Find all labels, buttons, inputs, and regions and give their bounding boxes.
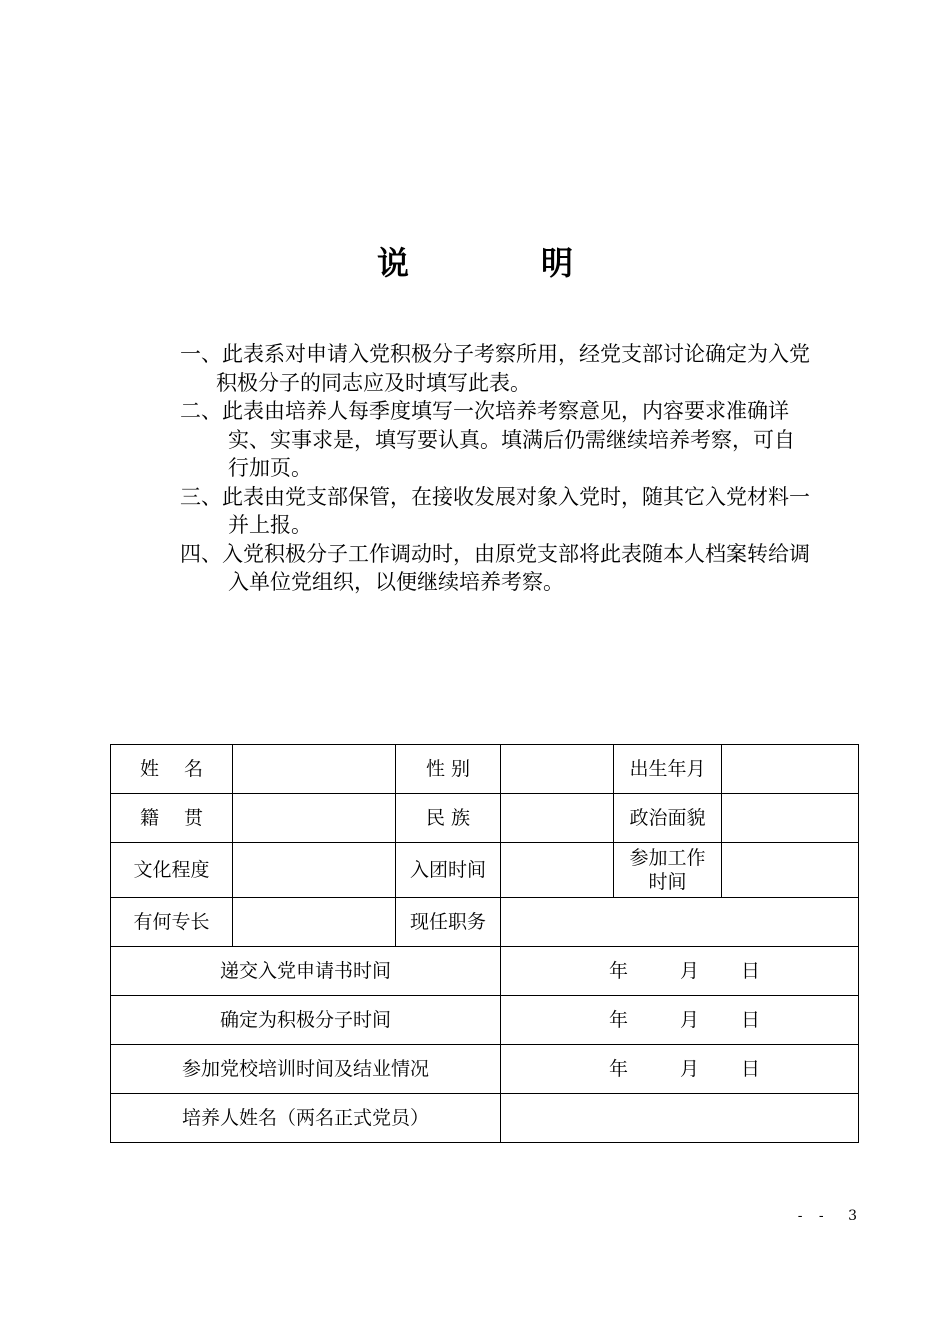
month-label: 月 (679, 1009, 699, 1031)
table-row (111, 898, 859, 947)
birth-label: 出生年月 (614, 745, 722, 794)
table-row (111, 1094, 859, 1143)
instructions (180, 340, 810, 597)
month-label: 月 (679, 960, 699, 982)
activist-label: 确定为积极分子时间 (111, 996, 501, 1045)
table-row (111, 1045, 859, 1094)
name-label: 姓 名 (111, 745, 233, 794)
apply-date-field[interactable] (501, 947, 859, 996)
day-label: 日 (741, 960, 761, 982)
table-row (111, 843, 859, 898)
gender-label: 性 别 (396, 745, 501, 794)
activist-date-field[interactable] (501, 996, 859, 1045)
apply-label: 递交入党申请书时间 (111, 947, 501, 996)
footer-dashes: - - (797, 1208, 830, 1224)
day-label: 日 (741, 1009, 761, 1031)
info-form-table (110, 744, 859, 1143)
table-row (111, 794, 859, 843)
work-label: 参加工作时间 (614, 843, 722, 898)
month-label: 月 (679, 1058, 699, 1080)
specialty-label: 有何专长 (111, 898, 233, 947)
league-label: 入团时间 (396, 843, 501, 898)
ethnic-field[interactable] (501, 794, 614, 843)
political-field[interactable] (722, 794, 859, 843)
education-label: 文化程度 (111, 843, 233, 898)
instruction-item-3: 三、此表由党支部保管，在接收发展对象入党时，随其它入党材料一并上报。 (180, 484, 810, 537)
page-title: 说 明 (376, 244, 623, 282)
instruction-item-4: 四、入党积极分子工作调动时，由原党支部将此表随本人档案转给调入单位党组织，以便继续培养考察。 (180, 541, 810, 594)
page-footer (798, 1208, 857, 1224)
political-label: 政治面貌 (614, 794, 722, 843)
table-row (111, 745, 859, 794)
training-date-field[interactable] (501, 1045, 859, 1094)
league-field[interactable] (501, 843, 614, 898)
cultivator-label: 培养人姓名（两名正式党员） (111, 1094, 501, 1143)
position-field[interactable] (501, 898, 859, 947)
training-label: 参加党校培训时间及结业情况 (111, 1045, 501, 1094)
year-label: 年 (608, 1058, 628, 1080)
table-row (111, 996, 859, 1045)
name-field[interactable] (233, 745, 396, 794)
birth-field[interactable] (722, 745, 859, 794)
year-label: 年 (608, 1009, 628, 1031)
work-field[interactable] (722, 843, 859, 898)
ethnic-label: 民 族 (396, 794, 501, 843)
native-label: 籍 贯 (111, 794, 233, 843)
native-field[interactable] (233, 794, 396, 843)
year-label: 年 (608, 960, 628, 982)
position-label: 现任职务 (396, 898, 501, 947)
page-number: 3 (848, 1208, 857, 1224)
instruction-item-2: 二、此表由培养人每季度填写一次培养考察意见，内容要求准确详实、实事求是，填写要认真。填满后仍需继续培养考察，可自行加页。 (180, 399, 795, 480)
cultivator-field[interactable] (501, 1094, 859, 1143)
gender-field[interactable] (501, 745, 614, 794)
day-label: 日 (741, 1058, 761, 1080)
instruction-item-1: 一、此表系对申请入党积极分子考察所用，经党支部讨论确定为入党积极分子的同志应及时填写此表。 (180, 342, 810, 395)
education-field[interactable] (233, 843, 396, 898)
table-row (111, 947, 859, 996)
specialty-field[interactable] (233, 898, 396, 947)
